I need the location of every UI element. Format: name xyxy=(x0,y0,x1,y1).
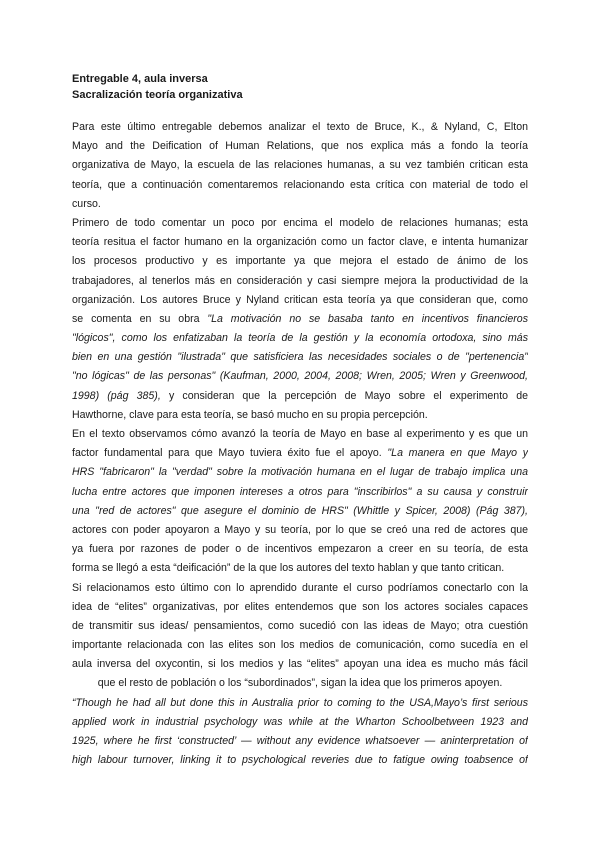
italic-quote-segment: “Though he had all but done this in Australia prior to coming to the USA,Mayo’s first serious xyxy=(72,696,528,709)
text-line xyxy=(72,694,528,713)
text-line xyxy=(72,195,528,214)
text-segment: Hawthorne, clave para esta teoría, se basó mucho en su propia percepción. xyxy=(72,408,428,421)
text-line xyxy=(72,425,528,444)
text-line xyxy=(72,751,528,770)
text-line xyxy=(72,233,528,252)
text-line xyxy=(72,521,528,540)
text-segment: Para este último entregable debemos analizar el texto de Bruce, K., & Nyland, C, Elton xyxy=(72,121,528,133)
document-body xyxy=(72,118,528,770)
text-segment: organizativa de Mayo, la escuela de las relaciones humanas, a su vez también critican esta xyxy=(72,159,528,172)
text-line xyxy=(72,367,528,386)
italic-quote-segment: "no lógicas" de las personas" (Kaufman, 2000, 2004, 2008; Wren, 2005; Wren y Greenwood, xyxy=(72,370,528,383)
text-line xyxy=(72,214,528,233)
text-segment: factor fundamental para que Mayo tuviera éxito fue el apoyo. xyxy=(72,447,388,460)
italic-quote-segment: "La manera en que Mayo y xyxy=(387,447,528,460)
text-segment: aula inversa del oxycontin, si los medios y las “elites” apoyan una idea es mucho más fácil xyxy=(72,658,528,671)
italic-quote-segment: bien en una gestión "ilustrada" que satisficiera las necesidades sociales o de "pertenencia" xyxy=(72,351,528,364)
text-segment: teoría resitua el factor humano en la organización como un factor clave, e intenta humanizar xyxy=(72,236,528,249)
text-segment: En el texto observamos cómo avanzó la teoría de Mayo en base al experimento y es que un xyxy=(72,428,528,440)
text-segment: Si relacionamos esto último con lo aprendido durante el curso podríamos conectarlo con la xyxy=(72,581,528,594)
text-segment: curso. xyxy=(72,197,101,210)
text-line xyxy=(72,291,528,310)
text-line xyxy=(72,636,528,655)
text-line xyxy=(72,176,528,195)
text-segment: ya fuera por razones de poder o de incentivos empezaron a creer en su teoría, de esta xyxy=(72,543,528,556)
text-segment: idea de “elites” organizativas, por elites entendemos que son los actores sociales capaces xyxy=(72,600,528,613)
text-segment: Primero de todo comentar un poco por encima el modelo de relaciones humanas; esta xyxy=(72,216,528,229)
text-line xyxy=(72,502,528,521)
text-line xyxy=(72,406,528,425)
text-line xyxy=(72,617,528,636)
text-line xyxy=(72,348,528,367)
text-segment: se comenta en su obra xyxy=(72,312,208,325)
text-line xyxy=(72,137,528,156)
text-line xyxy=(72,444,528,463)
italic-quote-segment: "La motivación no se basaba tanto en incentivos financieros xyxy=(207,312,528,325)
italic-quote-segment: lucha entre actores que imponen intereses a otros para "inscribirlos" a su causa y construir xyxy=(72,485,528,498)
italic-quote-segment: HRS "fabricaron" la "verdad" sobre la motivación humana en el lugar de trabajo implica una xyxy=(72,466,528,479)
italic-quote-segment: high labour turnover, linking it to psychological reveries due to fatigue owing toabsence of xyxy=(72,754,528,767)
text-line xyxy=(72,310,528,329)
text-segment: y consideran que la percepción de Mayo sobre el experimento de xyxy=(160,389,528,402)
text-line xyxy=(72,713,528,732)
text-segment: los procesos productivo y es importante ya que mejora el estado de ánimo de los xyxy=(72,255,528,268)
text-segment: forma se llegó a esta “deificación” de la que los autores del texto hablan y que tanto critican. xyxy=(72,562,505,575)
text-line xyxy=(72,579,528,598)
text-line xyxy=(72,156,528,175)
text-segment: Mayo and the Deification of Human Relations, que nos explica más a fondo la teoría xyxy=(72,140,528,153)
italic-quote-segment: "lógicos", como los enfatizaban la teoría de la gestión y la economía ortodoxa, sino más xyxy=(72,332,528,345)
text-line xyxy=(72,387,528,406)
document-subtitle: Sacralización teoría organizativa xyxy=(72,89,243,101)
text-segment: que el resto de población o los “subordinados”, sigan la idea que los primeros apoyen. xyxy=(97,677,503,690)
text-line xyxy=(72,598,528,617)
italic-quote-segment: 1925, where he first ‘constructed’ — without any evidence whatsoever — aninterpretation of xyxy=(72,735,528,747)
text-line xyxy=(72,252,528,271)
text-line xyxy=(72,463,528,482)
italic-quote-segment: una "red de actores" que asegure el dominio de HRS" (Whittle y Spicer, 2008) (Pág 387), xyxy=(72,504,528,517)
text-line xyxy=(72,118,528,137)
document-title: Entregable 4, aula inversa xyxy=(72,73,208,85)
text-line xyxy=(72,655,528,674)
text-segment: trabajadores, al tenerlos más en consideración y casi siempre mejora la productividad de la xyxy=(72,274,528,287)
text-segment: actores con poder apoyaron a Mayo y su teoría, por lo que se creó una red de actores que xyxy=(72,523,528,536)
text-line xyxy=(72,732,528,751)
title-block xyxy=(72,71,532,103)
italic-quote-segment: 1998) (pág 385), xyxy=(72,389,161,402)
text-segment: organización. Los autores Bruce y Nyland critican esta teoría ya que consideran que, como xyxy=(72,293,528,306)
text-line xyxy=(72,559,528,578)
text-segment: teoría, que a continuación comentaremos relacionando esta crítica con material de todo el xyxy=(72,178,528,191)
text-line xyxy=(72,329,528,348)
text-segment: de transmitir sus ideas/ pensamientos, como sucedió con las ideas de Mayo; otra cuestión xyxy=(72,619,528,632)
text-line xyxy=(72,483,528,502)
text-line xyxy=(72,674,528,693)
text-line xyxy=(72,540,528,559)
text-line xyxy=(72,272,528,291)
text-segment: importante relacionada con las elites son los medios de comunicación, como sucedía en el xyxy=(72,639,528,652)
italic-quote-segment: applied work in industrial psychology was while at the Wharton Schoolbetween 1923 and xyxy=(72,715,528,728)
